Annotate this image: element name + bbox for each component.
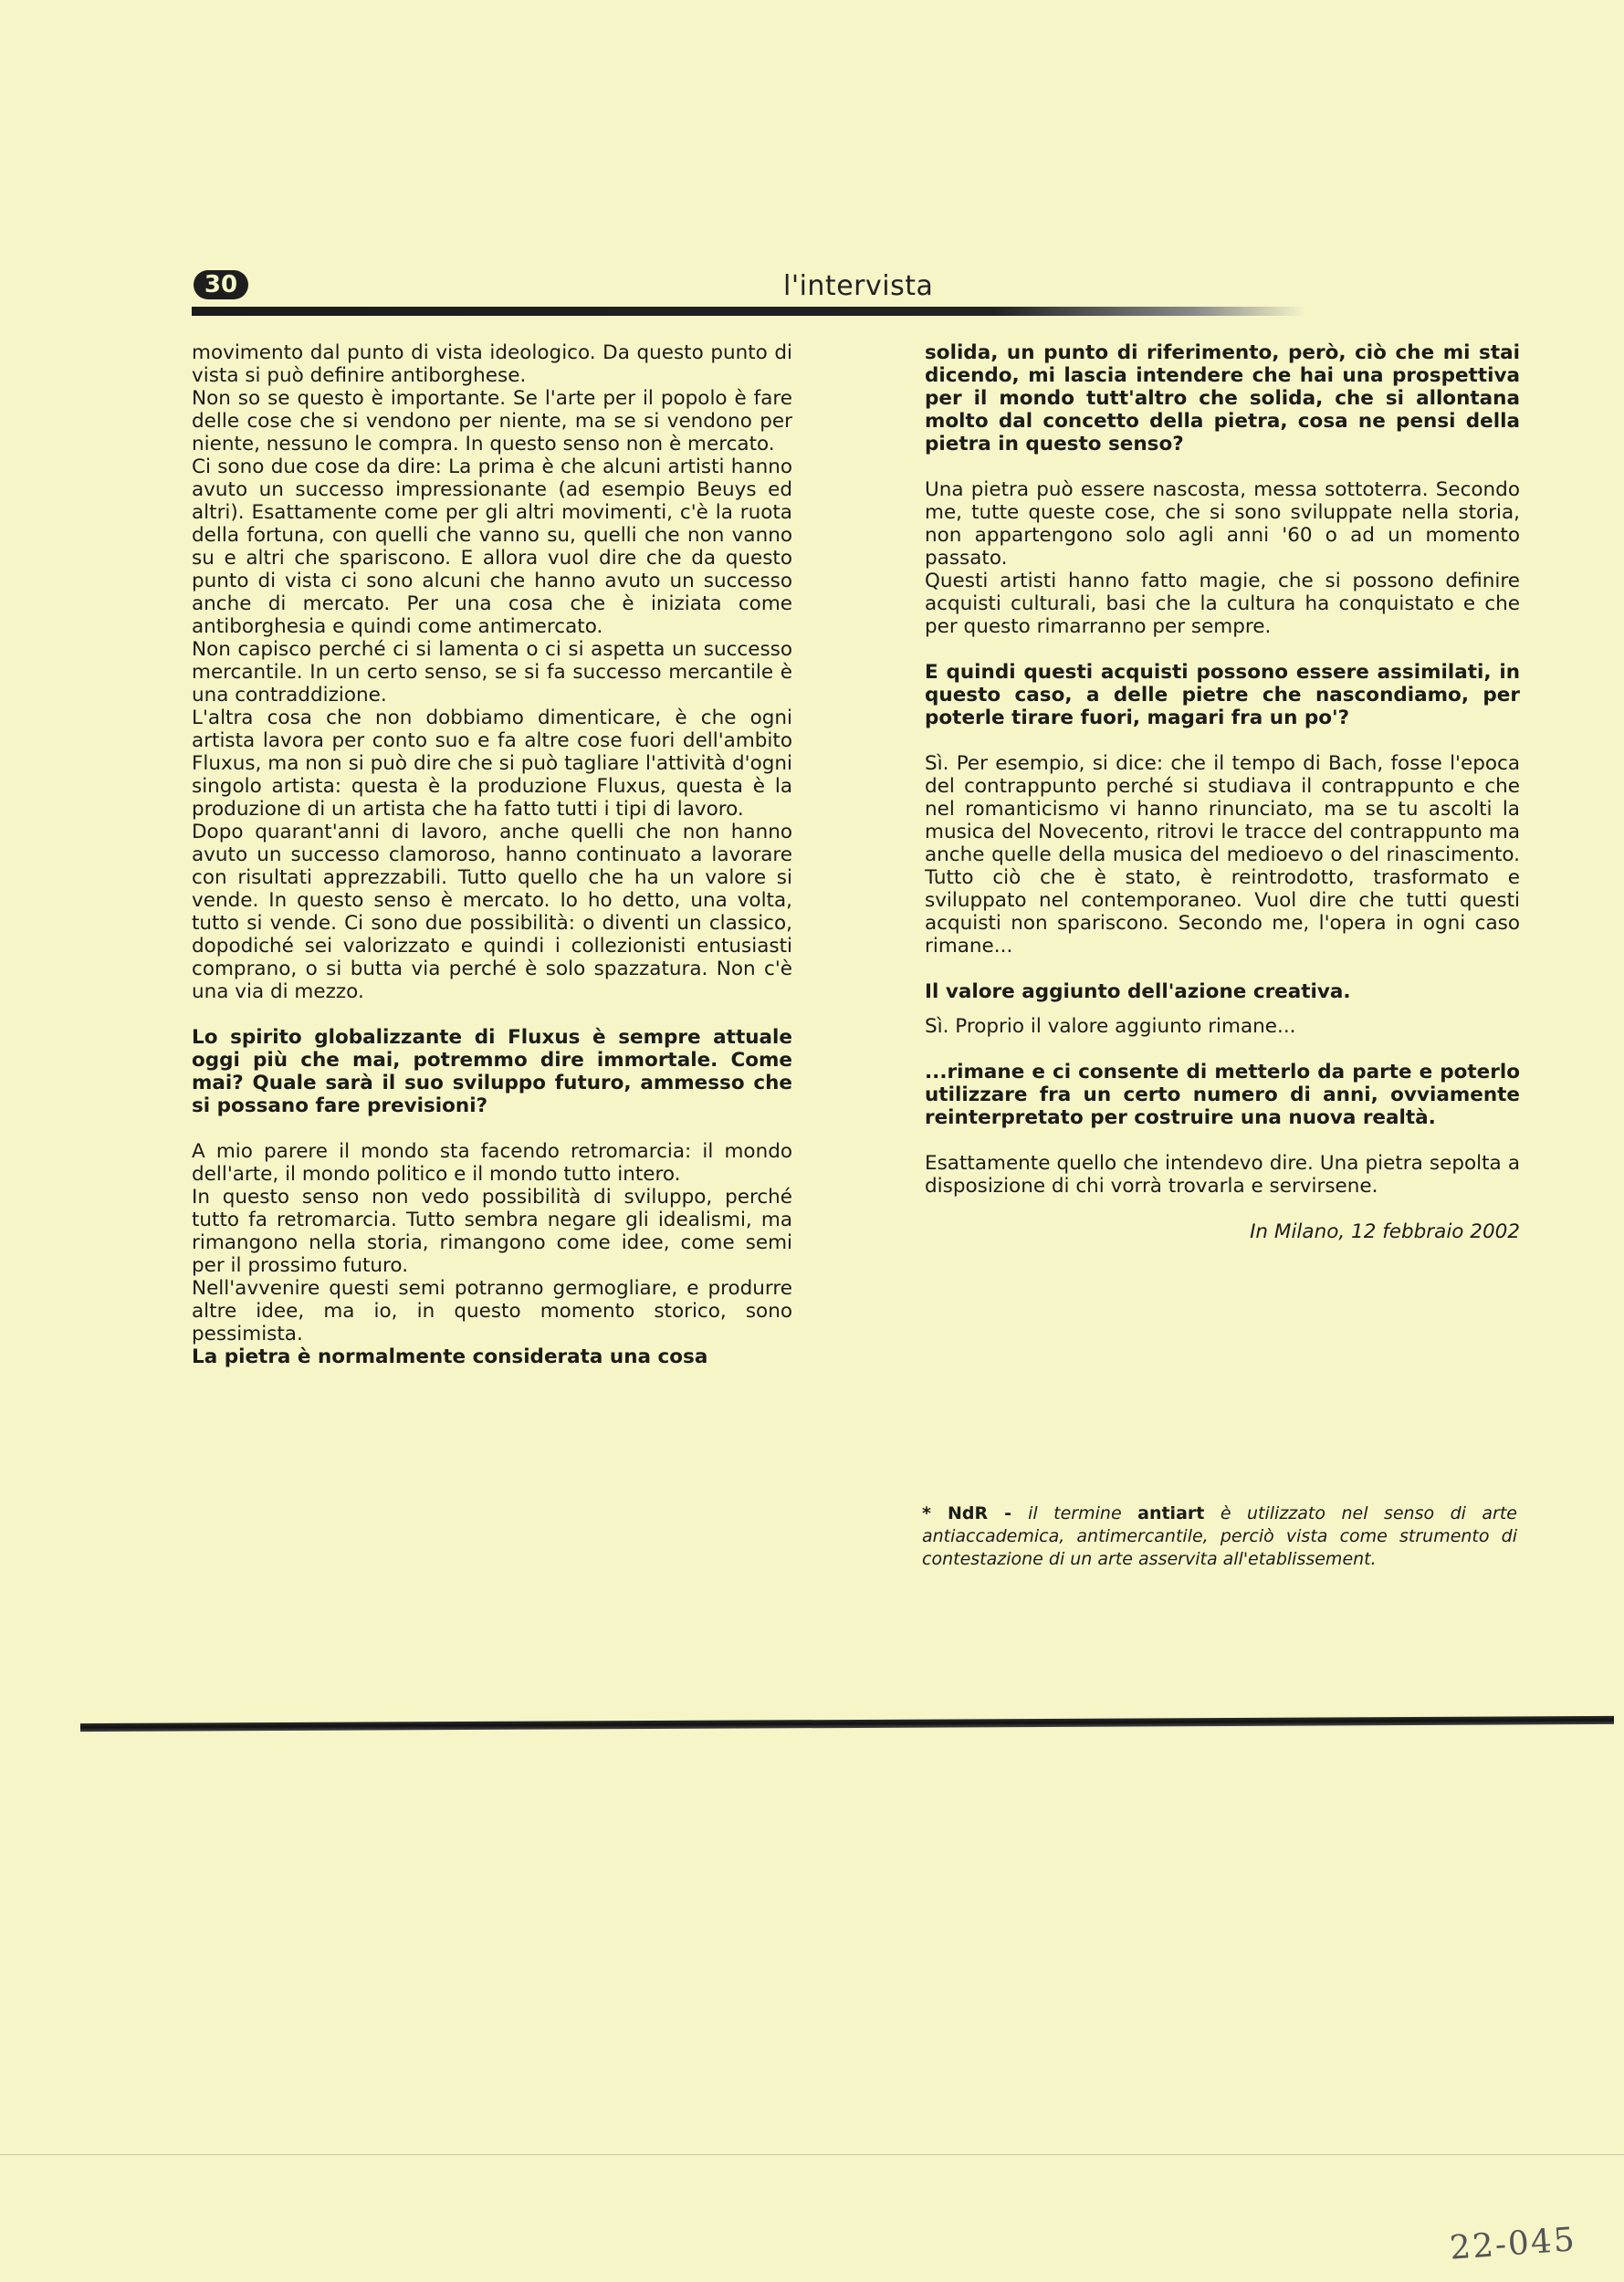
- paragraph: L'altra cosa che non dobbiamo dimenticare, è che ogni artista lavora per conto suo e fa altre cose fuori dell'ambito Fluxus, ma non si può dire che si può tagliare l'attività d'ogni singolo artista: questa è la produzione Fluxus, questa è la produzione di un artista che ha fatto tutti i tipi di lavoro.: [192, 707, 792, 821]
- paragraph: movimento dal punto di vista ideologico. Da questo punto di vista si può definire antiborghese.: [192, 341, 792, 387]
- interview-question-continued: solida, un punto di riferimento, però, ciò che mi stai dicendo, mi lascia intendere che hai una prospettiva per il mondo tutt'altro che solida, che si allontana molto dal concetto della pietra, cosa ne pensi della pietra in questo senso?: [925, 341, 1520, 455]
- paragraph: Non capisco perché ci si lamenta o ci si aspetta un successo mercantile. In un certo senso, se si fa successo mercantile è una contraddizione.: [192, 638, 792, 707]
- scan-line: [0, 2154, 1624, 2155]
- paragraph: Sì. Per esempio, si dice: che il tempo di Bach, fosse l'epoca del contrappunto perché si studiava il contrappunto e che nel romanticismo vi hanno rinunciato, ma se tu ascolti la musica del Novecento, ritrovi le tracce del contrappunto ma anche quelle della musica del medioevo o del rinascimento. Tutto ciò che è stato, è reintrodotto, trasformato e sviluppato nel contemporaneo. Vuol dire che tutti questi acquisti non spariscono. Secondo me, l'opera in ogni caso rimane...: [925, 752, 1520, 958]
- right-column: [925, 341, 1520, 1243]
- paragraph: Ci sono due cose da dire: La prima è che alcuni artisti hanno avuto un successo impressionante (ad esempio Beuys ed altri). Esattamente come per gli altri movimenti, c'è la ruota della fortuna, con quelli che vanno su, quelli che non vanno su e altri che spariscono. E allora vuol dire che da questo punto di vista ci sono alcuni che hanno avuto un successo anche di mercato. Per una cosa che è iniziata come antiborghesia e quindi come antimercato.: [192, 455, 792, 638]
- footnote-text: è utilizzato nel senso di arte antiaccademica, antimercantile, perciò vista come strumento di contestazione di un arte asservita all'etablissement.: [922, 1503, 1518, 1569]
- interview-question: ...rimane e ci consente di metterlo da parte e poterlo utilizzare fra un certo numero di anni, ovviamente reinterpretato per costruire una nuova realtà.: [925, 1061, 1520, 1129]
- paragraph: Non so se questo è importante. Se l'arte per il popolo è fare delle cose che si vendono per niente, ma se si vendono per niente, nessuno le compra. In questo senso non è mercato.: [192, 387, 792, 455]
- paragraph: A mio parere il mondo sta facendo retromarcia: il mondo dell'arte, il mondo politico e il mondo tutto intero.: [192, 1140, 792, 1186]
- paragraph: Questi artisti hanno fatto magie, che si possono definire acquisti culturali, basi che la cultura ha conquistato e che per questo rimarranno per sempre.: [925, 570, 1520, 638]
- footnote-text: il termine: [1028, 1503, 1138, 1523]
- header-rule: [192, 307, 1305, 316]
- signature-date: In Milano, 12 febbraio 2002: [1250, 1220, 1520, 1243]
- paragraph: Esattamente quello che intendevo dire. Una pietra sepolta a disposizione di chi vorrà trovarla e servirsene.: [925, 1152, 1520, 1198]
- bottom-rule: [80, 1716, 1614, 1732]
- interview-question-start: La pietra è normalmente considerata una cosa: [192, 1345, 708, 1368]
- paragraph: In questo senso non vedo possibilità di sviluppo, perché tutto fa retromarcia. Tutto sembra negare gli idealismi, ma rimangono nella storia, rimangono come idee, come semi per il prossimo futuro.: [192, 1186, 792, 1277]
- paragraph: Una pietra può essere nascosta, messa sottoterra. Secondo me, tutte queste cose, che si sono sviluppate nella storia, non appartengono solo agli anni '60 o ad un momento passato.: [925, 478, 1520, 570]
- footnote: [922, 1502, 1517, 1571]
- interview-question: E quindi questi acquisti possono essere assimilati, in questo caso, a delle pietre che nascondiamo, per poterle tirare fuori, magari fra un po'?: [925, 661, 1520, 729]
- interview-question: Lo spirito globalizzante di Fluxus è sempre attuale oggi più che mai, potremmo dire immortale. Come mai? Quale sarà il suo sviluppo futuro, ammesso che si possano fare previsioni?: [192, 1026, 792, 1117]
- paragraph: Nell'avvenire questi semi potranno germogliare, e produrre altre idee, ma io, in questo momento storico, sono pessimista.: [192, 1277, 792, 1345]
- section-title: l'intervista: [783, 270, 934, 302]
- paragraph: Dopo quarant'anni di lavoro, anche quelli che non hanno avuto un successo clamoroso, hanno continuato a lavorare con risultati apprezzabili. Tutto quello che ha un valore si vende. In questo senso è mercato. Io ho detto, una volta, tutto si vende. Ci sono due possibilità: o diventi un classico, dopodiché sei valorizzato e quindi i collezionisti entusiasti comprano, o si butta via perché è solo spazzatura. Non c'è una via di mezzo.: [192, 821, 792, 1003]
- footnote-label: * NdR -: [922, 1503, 1029, 1523]
- archive-mark: 22-045: [1448, 2221, 1577, 2267]
- left-column: [192, 341, 792, 1368]
- interview-question: Il valore aggiunto dell'azione creativa.: [925, 980, 1351, 1003]
- page-number: 30: [194, 270, 248, 299]
- footnote-term: antiart: [1137, 1503, 1205, 1523]
- paragraph: Sì. Proprio il valore aggiunto rimane...: [925, 1015, 1296, 1038]
